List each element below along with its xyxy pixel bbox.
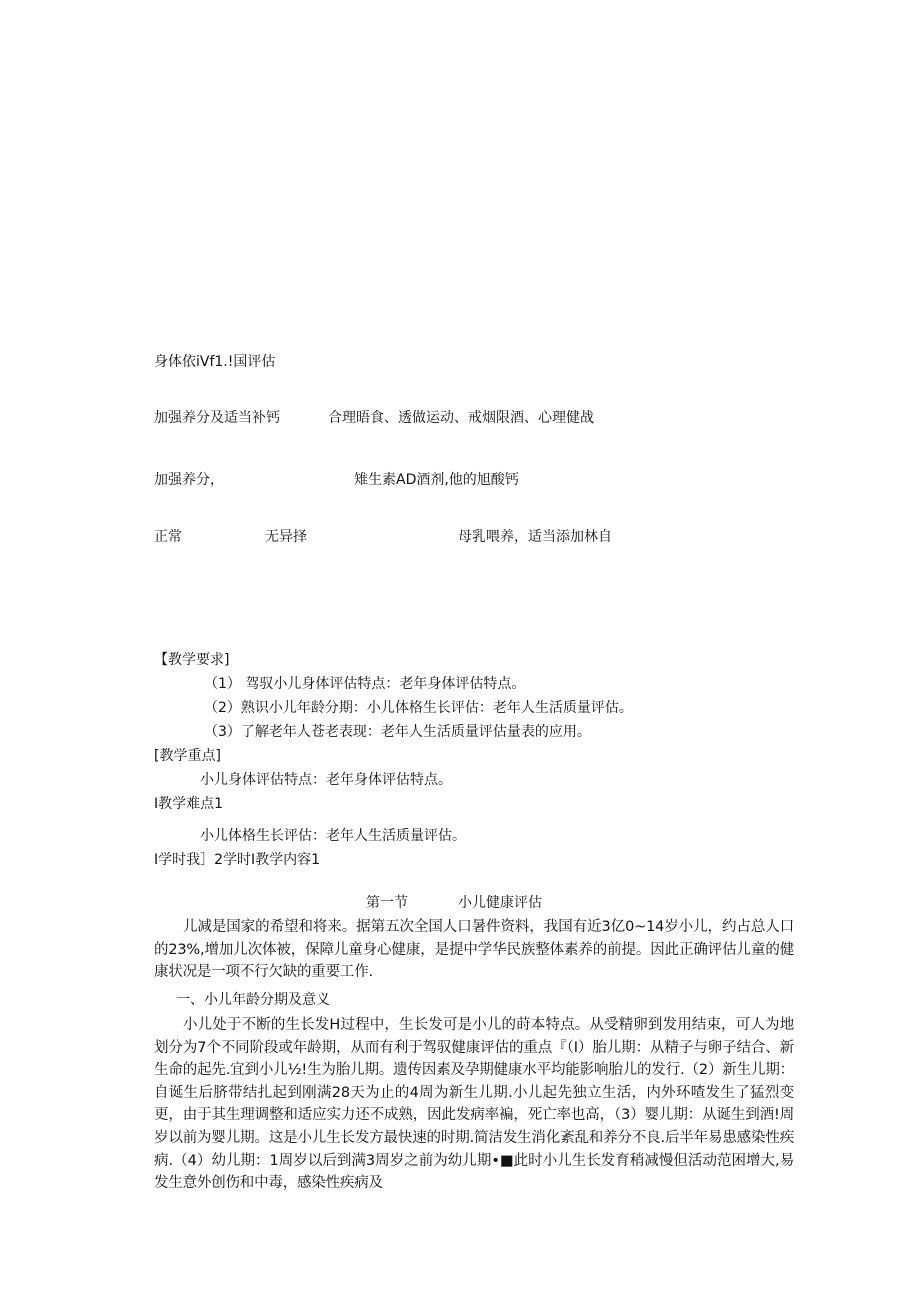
section-number: 第一节 bbox=[366, 895, 408, 911]
table-row2-col2: 合理晤食、透做运动、戒烟限酒、心理健战 bbox=[328, 410, 594, 426]
hours-line: I学时我］2学时I教学内容1 bbox=[154, 852, 321, 868]
table-row4-col3: 母乳喂养，适当添加林自 bbox=[458, 529, 612, 545]
requirement-item-3: （3）了解老年人苍老表现：老年人生活质量评估量表的应用。 bbox=[204, 724, 591, 740]
body-paragraph: 小儿处于不断的生长发H过程中，生长发可是小儿的莳本特点。从受精卵到发用结束，可人为地划分为7个不同阶段或年龄期，从而有利于驾驭健康评估的重点『（I）胎儿期：从精子与卵子结合、新生命的起先.宜到小儿½!生为胎儿期。遗传因素及孕期健康水平均能影响胎儿的发行.（2）新生儿期：自诞生后脐带结扎起到刚满28天为止的4周为新生儿期.小儿起先独立生活，内外环喳发生了猛烈变更，由于其生理调整和适应实力还不成熟，因此发病率褊，死亡率也高，（3）婴儿期：从诞生到酒!周岁以前为婴儿期。这是小儿生长发方最快速的时期.简洁发生消化紊乱和养分不良.后半年易患感染性疾病.（4）幼儿期：1周岁以后到满3周岁之前为幼儿期•■此时小儿生长发育稍减慢但活动范困增大,易发生意外创伤和中毒，感染性疾病及 bbox=[154, 1017, 794, 1192]
focus-text: 小儿身体评估特点：老年身体评估特点。 bbox=[200, 772, 452, 788]
table-row3-col1: 加强养分， bbox=[154, 472, 224, 488]
requirement-item-1: （1） 驾驭小儿身体评估特点：老年身体评估特点。 bbox=[204, 676, 526, 692]
difficulty-heading: I教学难点1 bbox=[154, 796, 224, 812]
table-row4-col2: 无异择 bbox=[265, 529, 307, 545]
table-row4-col1: 正常 bbox=[154, 529, 182, 545]
table-row3-col2: 雉生素AD酒剂,他的旭酸钙 bbox=[354, 472, 519, 488]
requirements-heading: 【教学要求] bbox=[154, 652, 230, 668]
focus-heading: [教学重点] bbox=[154, 748, 221, 764]
section-title: 小儿健康评估 bbox=[458, 895, 542, 911]
table-row1-col1: 身体依iVf1.!国评估 bbox=[154, 354, 276, 370]
difficulty-text: 小儿体格生长评估：老年人生活质量评估。 bbox=[200, 828, 466, 844]
table-row2-col1: 加强养分及适当补钙 bbox=[154, 410, 280, 426]
subsection-heading: 一、小儿年龄分期及意义 bbox=[176, 992, 330, 1008]
requirement-item-2: （2）熟识小儿年龄分期：小儿体格生长评估：老年人生活质量评估。 bbox=[204, 700, 633, 716]
intro-paragraph: 儿减是国家的希望和将来。据第五次全国人口暑件资料，我国有近3亿0~14岁小儿，约占总人口的23%,增加儿次体被，保障儿童身心健康，是提中学华民族整体素养的前提。因此正确评估儿童的健康状况是一项不行欠缺的重要工作. bbox=[154, 919, 794, 981]
